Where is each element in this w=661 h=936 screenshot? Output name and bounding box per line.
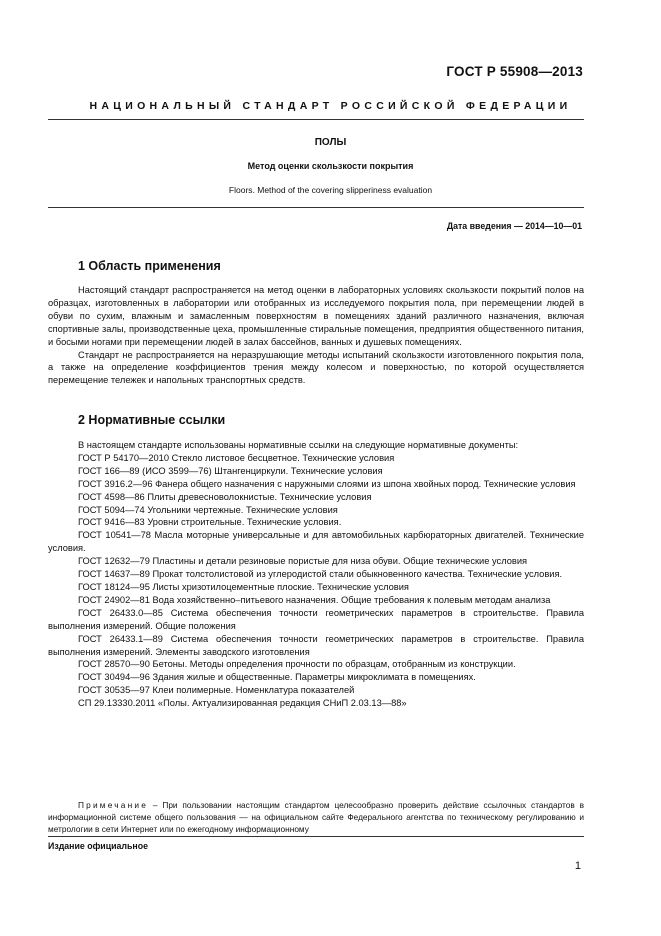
title-divider <box>48 207 584 208</box>
reference-item: ГОСТ 28570—90 Бетоны. Методы определения прочности по образцам, отобранным из конструкции. <box>78 659 516 670</box>
section-1-paragraph: Стандарт не распространяется на неразрушающие методы испытаний скользкости изготовленного покрытия пола, а также на определение коэффициентов трения между колесом и поверхностью, по которой осуществляется перемещение тележек и напольных транспортных средств. <box>48 349 584 386</box>
section-2-body <box>48 439 584 710</box>
reference-item: ГОСТ 30535—97 Клеи полимерные. Номенклатура показателей <box>78 685 355 696</box>
reference-item: ГОСТ 26433.0—85 Система обеспечения точности геометрических параметров в строительстве. Правила выполнения измерений. Общие положения <box>48 607 584 631</box>
section-1-heading: 1 Область применения <box>78 259 221 273</box>
reference-item: ГОСТ 10541—78 Масла моторные универсальные и для автомобильных карбюраторных двигателей. Технические условия. <box>48 530 584 554</box>
standard-method-title: Метод оценки скользкости покрытия <box>247 161 414 171</box>
section-1-paragraph: Настоящий стандарт распространяется на метод оценки в лабораторных условиях скользкости покрытий полов на образцах, изготовленных в лаборатории или отобранных из исследуемого покрытия пола, при перемещении людей в обуви по сухим, влажным и замасленным поверхностям в помещениях зданий различного назначения, включая спортивные залы, производственные цеха, промышленные стиральные помещения, предприятия общественного питания, и босыми ногами при перемещении людей в залах бассейнов, ванных и душевых помещениях. <box>48 285 584 347</box>
page-number: 1 <box>574 860 581 872</box>
note-label: Примечание <box>78 800 149 810</box>
reference-item: ГОСТ Р 54170—2010 Стекло листовое бесцветное. Технические условия <box>78 452 395 463</box>
note-text: – При пользовании настоящим стандартом целесообразно проверить действие ссылочных стандартов в информационной системе общего пользования — на официальном сайте Федерального агентства по техническому регулированию и метрологии в сети Интернет или по ежегодному информационному <box>48 800 584 834</box>
document-number: ГОСТ Р 55908—2013 <box>446 64 583 79</box>
footer-divider <box>48 836 584 837</box>
reference-item: ГОСТ 12632—79 Пластины и детали резиновые пористые для низа обуви. Общие технические условия <box>78 556 528 567</box>
reference-item: ГОСТ 30494—96 Здания жилые и общественные. Параметры микроклимата в помещениях. <box>78 672 476 683</box>
introduction-date: Дата введения — 2014—10—01 <box>446 221 582 231</box>
reference-item: СП 29.13330.2011 «Полы. Актуализированная редакция СНиП 2.03.13—88» <box>78 698 407 709</box>
reference-item: ГОСТ 4598—86 Плиты древесноволокнистые. Технические условия <box>78 491 372 502</box>
reference-item: ГОСТ 166—89 (ИСО 3599—76) Штангенциркули. Технические условия <box>78 465 383 476</box>
national-standard-title: НАЦИОНАЛЬНЫЙ СТАНДАРТ РОССИЙСКОЙ ФЕДЕРАЦИИ <box>89 100 572 112</box>
section-2-intro: В настоящем стандарте использованы нормативные ссылки на следующие нормативные документы: <box>78 440 519 450</box>
reference-item: ГОСТ 26433.1—89 Система обеспечения точности геометрических параметров в строительстве. Правила выполнения измерений. Элементы заводского изготовления <box>48 633 584 657</box>
section-2-heading: 2 Нормативные ссылки <box>78 413 226 427</box>
standard-subject: ПОЛЫ <box>314 137 347 148</box>
reference-item: ГОСТ 9416—83 Уровни строительные. Технические условия. <box>78 517 342 528</box>
reference-item: ГОСТ 18124—95 Листы хризотилоцементные плоские. Технические условия <box>78 581 409 592</box>
reference-item: ГОСТ 24902—81 Вода хозяйственно–питьевого назначения. Общие требования к полевым методам анализа <box>78 594 551 605</box>
official-edition-label: Издание официальное <box>48 841 148 851</box>
reference-item: ГОСТ 5094—74 Угольники чертежные. Технические условия <box>78 504 338 515</box>
english-title: Floors. Method of the covering slipperiness evaluation <box>228 185 433 195</box>
reference-item: ГОСТ 3916.2—96 Фанера общего назначения с наружными слоями из шпона хвойных пород. Технические условия <box>78 478 576 489</box>
reference-item: ГОСТ 14637—89 Прокат толстолистовой из углеродистой стали обыкновенного качества. Технические условия. <box>78 569 563 580</box>
footnote <box>48 800 584 835</box>
section-1-body <box>48 284 584 387</box>
top-divider <box>48 119 584 120</box>
